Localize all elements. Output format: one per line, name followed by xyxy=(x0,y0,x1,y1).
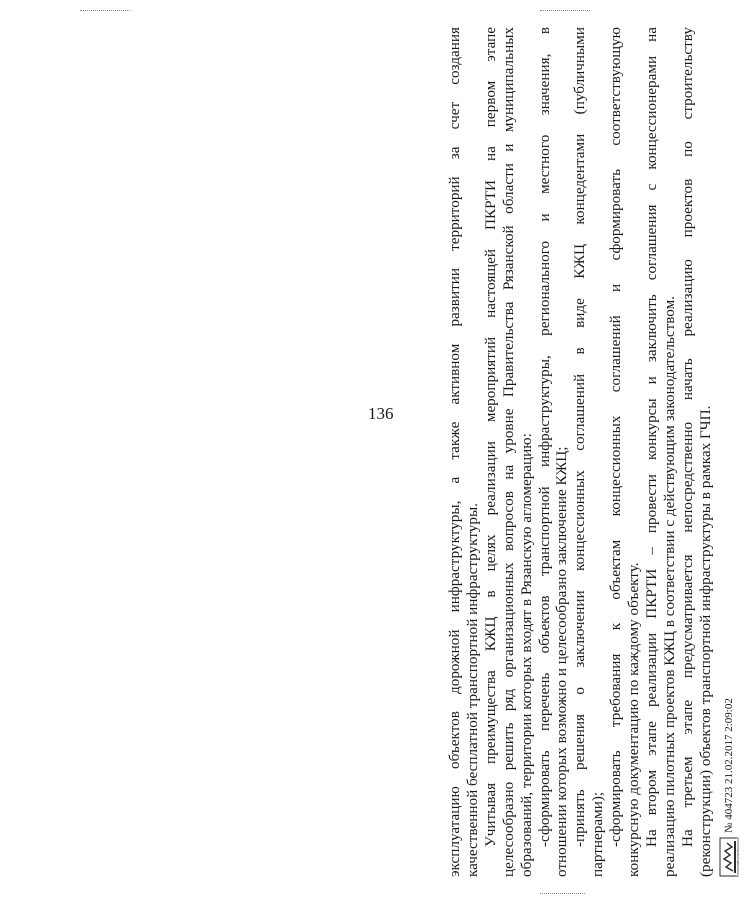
document-stamp xyxy=(722,698,736,833)
text-line: эксплуатацию объектов дорожной инфраструктуры, а также активном развитии территорий за счет создания xyxy=(446,27,463,877)
emblem-caption: ДОКУМЕНТ ЗАРЕГИСТРИРОВАН xyxy=(736,837,740,877)
scan-edge-marks-left xyxy=(80,10,130,13)
scan-edge-marks-bottom xyxy=(540,893,585,896)
text-line: качественной бесплатной транспортной инфраструктуры. xyxy=(463,503,481,877)
text-line: -сформировать требования к объектам концессионных соглашений и сформировать соответствующую xyxy=(607,27,625,847)
text-line: Учитывая преимущества КЖЦ в целях реализации мероприятий настоящей ПКРТИ на первом этапе xyxy=(481,27,499,847)
text-line: целесообразно решить ряд организационных вопросов на уровне Правительства Рязанской области и муниципальных xyxy=(499,27,517,877)
text-line: (реконструкции) объектов транспортной инфраструктуры в рамках ГЧП. xyxy=(696,405,714,877)
body-text xyxy=(445,27,713,877)
text-line: реализацию пилотных проектов КЖЦ в соответствии с действующим законодательством. xyxy=(660,295,678,877)
text-line: На третьем этапе предусматривается непосредственно начать реализацию проектов по строительству xyxy=(678,27,696,847)
scan-edge-marks-right xyxy=(540,10,590,13)
text-line: партнерами); xyxy=(589,791,607,877)
registration-stamp xyxy=(719,27,741,877)
text-line: отношении которых возможно и целесообразно заключение КЖЦ; xyxy=(553,446,571,877)
text-line: образований, территории которых входят в Рязанскую агломерацию: xyxy=(517,433,535,877)
registration-emblem-icon xyxy=(719,837,739,877)
number-sign: № xyxy=(723,822,735,833)
document-stamp-text: 404723 21.02.2017 2:09:02 xyxy=(723,698,735,820)
text-line: конкурсную документацию по каждому объекту. xyxy=(625,562,642,877)
page-number: 136 xyxy=(368,404,394,423)
text-line: На втором этапе реализации ПКРТИ – провести конкурсы и заключить соглашения с концессионерами на xyxy=(642,27,660,847)
text-line: -сформировать перечень объектов транспортной инфраструктуры, регионального и местного значения, в xyxy=(535,27,553,847)
text-line: -принять решения о заключении концессионных соглашений в виде КЖЦ концедентами (публичными xyxy=(571,27,589,847)
rotated-text-block xyxy=(445,27,745,877)
